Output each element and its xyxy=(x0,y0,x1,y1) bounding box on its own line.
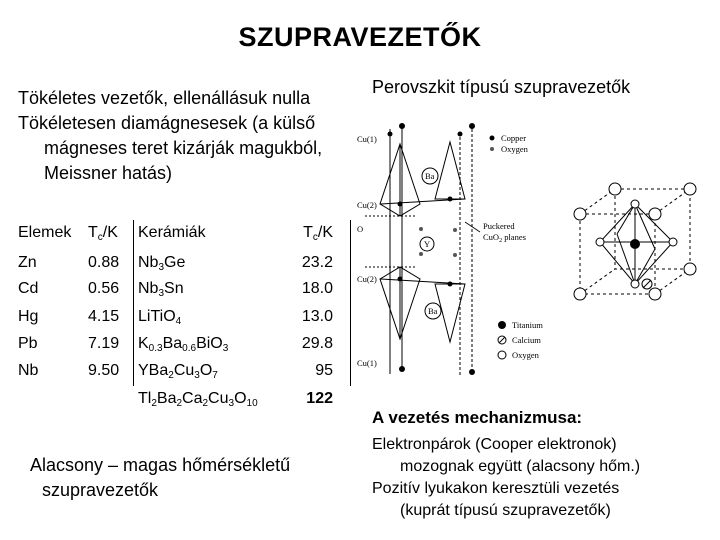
ybco-unit-cell xyxy=(365,124,472,377)
legend-titanium: Titanium xyxy=(512,320,543,330)
table-header-row xyxy=(18,220,333,246)
y-label: Y xyxy=(424,239,431,249)
ba-top-label: Ba xyxy=(425,171,435,181)
intro-line: Tökéletes vezetők, ellenállásuk nulla xyxy=(18,88,311,108)
table-row xyxy=(18,386,333,412)
header-elements: Elemek xyxy=(18,224,72,241)
intro-line: mágneses teret kizárják magukból, xyxy=(44,138,323,158)
table-row xyxy=(18,331,333,357)
tc-cell: 4.15 xyxy=(88,308,120,325)
legend-copper: Copper xyxy=(501,133,527,143)
mechanism-line: Elektronpárok (Cooper elektronok) xyxy=(372,436,617,453)
cu1-top-label: Cu(1) xyxy=(357,134,377,144)
cuo2-planes-label: CuO$_2$ planes xyxy=(483,232,526,244)
intro-line: Meissner hatás) xyxy=(44,163,173,183)
table-row xyxy=(18,250,333,276)
mechanism-line: mozognak együtt (alacsony hőm.) xyxy=(400,458,641,475)
page-title: SZUPRAVEZETŐK xyxy=(238,22,482,52)
tc-cell: 23.2 xyxy=(301,254,333,271)
tc-cell: 0.88 xyxy=(88,254,120,271)
legend-calcium: Calcium xyxy=(512,335,541,345)
mechanism-line: (kuprát típusú szupravezetők) xyxy=(400,502,611,519)
mechanism-heading: A vezetés mechanizmusa: xyxy=(372,408,583,427)
legend-oxygen-2: Oxygen xyxy=(512,350,539,360)
table-row xyxy=(18,276,333,302)
ceramic-cell: $K_{0.3}Ba_{0.6}BiO_3$ xyxy=(138,335,229,354)
tc-cell: 95 xyxy=(315,362,333,379)
table-row xyxy=(18,304,333,330)
perovskite-legend xyxy=(498,320,543,360)
header-tc1: $T_c/K$ xyxy=(88,224,118,243)
ceramic-cell: $YBa_2Cu_3O_7$ xyxy=(138,362,218,381)
ceramic-cell: $Nb_3Ge$ xyxy=(138,254,186,273)
cu1-bottom-label: Cu(1) xyxy=(357,358,377,368)
caption-line: szupravezetők xyxy=(42,480,159,500)
header-ceramics: Kerámiák xyxy=(138,224,206,241)
tc-cell: 29.8 xyxy=(301,335,333,352)
element-cell: Nb xyxy=(18,362,39,379)
header-tc2: $T_c/K$ xyxy=(303,224,333,243)
intro-line: Tökéletesen diamágnesesek (a külső xyxy=(18,113,316,133)
puckered-label: Puckered xyxy=(483,221,515,231)
element-cell: Hg xyxy=(18,308,39,325)
tc-cell: 13.0 xyxy=(301,308,333,325)
tc-cell: 7.19 xyxy=(88,335,120,352)
element-cell: Zn xyxy=(18,254,37,271)
intro-text xyxy=(18,86,363,186)
table-divider xyxy=(350,220,351,386)
o-left-label: O xyxy=(357,224,364,234)
tc-cell: 9.50 xyxy=(88,362,120,379)
perovskite-atoms xyxy=(574,183,696,300)
tc-cell: 0.56 xyxy=(88,280,120,297)
tc-cell: 122 xyxy=(306,390,333,407)
ceramic-cell: $Tl_2Ba_2Ca_2Cu_3O_{10}$ xyxy=(138,390,258,409)
perovskite-title: Perovszkit típusú szupravezetők xyxy=(372,77,631,97)
tc-cell: 18.0 xyxy=(301,280,333,297)
mechanism-line: Pozitív lyukakon keresztüli vezetés xyxy=(372,480,620,497)
mechanism-section xyxy=(372,407,717,522)
table-row xyxy=(18,358,333,384)
ybco-legend xyxy=(465,133,529,244)
cu2-bottom-label: Cu(2) xyxy=(357,274,377,284)
element-cell: Cd xyxy=(18,280,39,297)
perovskite-structure-figure xyxy=(355,104,710,399)
ceramic-cell: $Nb_3Sn$ xyxy=(138,280,184,299)
ba-bottom-label: Ba xyxy=(428,306,438,316)
ceramic-cell: LiTiO$_4$ xyxy=(138,308,182,327)
low-high-caption xyxy=(30,453,350,503)
legend-oxygen: Oxygen xyxy=(501,144,528,154)
cu2-top-label: Cu(2) xyxy=(357,200,377,210)
caption-line: Alacsony – magas hőmérsékletű xyxy=(30,455,291,475)
element-cell: Pb xyxy=(18,335,38,352)
